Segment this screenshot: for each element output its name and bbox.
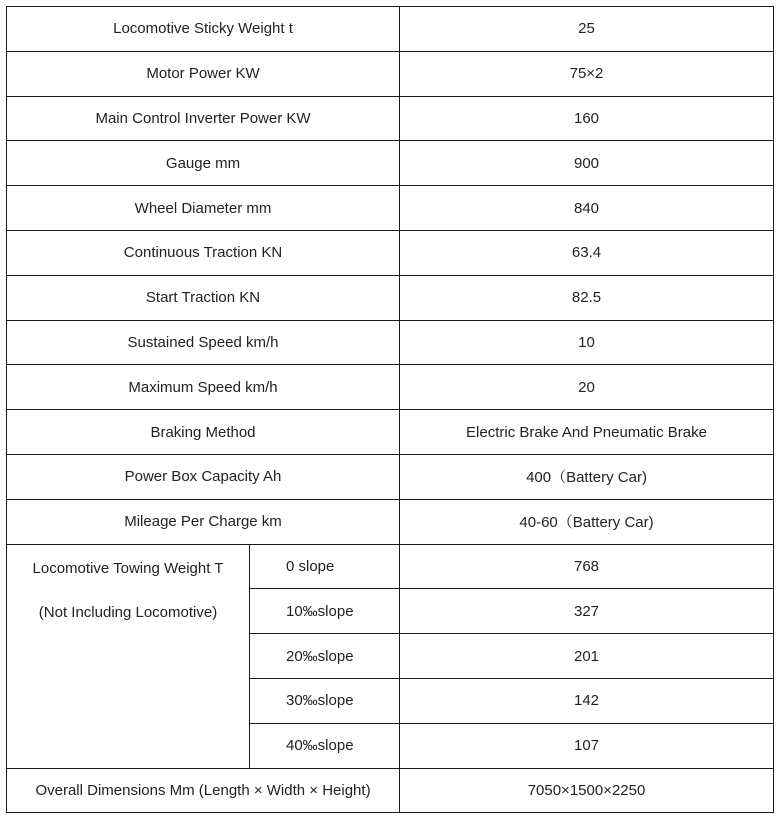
table-row (7, 186, 774, 231)
row-value: 840 (400, 186, 774, 231)
row-label: Wheel Diameter mm (7, 186, 400, 231)
row-value: 75×2 (400, 51, 774, 96)
row-label: Start Traction KN (7, 275, 400, 320)
row-value: 25 (400, 7, 774, 52)
table-row (7, 410, 774, 455)
slope-value: 768 (400, 544, 774, 589)
table-row (7, 320, 774, 365)
towing-row (7, 544, 774, 589)
table-row (7, 499, 774, 544)
row-label: Main Control Inverter Power KW (7, 96, 400, 141)
slope-value: 201 (400, 634, 774, 679)
row-label: Power Box Capacity Ah (7, 454, 400, 499)
row-label: Gauge mm (7, 141, 400, 186)
dimensions-label: Overall Dimensions Mm (Length × Width × Height) (7, 768, 400, 813)
table-row (7, 141, 774, 186)
slope-label: 40‰slope (250, 723, 400, 768)
row-label: Locomotive Sticky Weight t (7, 7, 400, 52)
row-value: 900 (400, 141, 774, 186)
row-label: Sustained Speed km/h (7, 320, 400, 365)
slope-label: 0 slope (250, 544, 400, 589)
row-label: Mileage Per Charge km (7, 499, 400, 544)
row-value: 20 (400, 365, 774, 410)
row-label: Continuous Traction KN (7, 230, 400, 275)
row-value: 63.4 (400, 230, 774, 275)
row-value: 160 (400, 96, 774, 141)
towing-label-line2: (Not Including Locomotive) (38, 603, 218, 621)
table-row (7, 230, 774, 275)
table-row (7, 365, 774, 410)
towing-label-line1: Locomotive Towing Weight T (32, 559, 224, 577)
row-label: Maximum Speed km/h (7, 365, 400, 410)
spec-table (6, 6, 774, 813)
slope-value: 107 (400, 723, 774, 768)
table-row (7, 7, 774, 52)
row-value: Electric Brake And Pneumatic Brake (400, 410, 774, 455)
slope-label: 30‰slope (250, 678, 400, 723)
slope-value: 327 (400, 589, 774, 634)
row-label: Motor Power KW (7, 51, 400, 96)
table-row (7, 51, 774, 96)
towing-weight-label (7, 544, 250, 768)
row-value: 400（Battery Car) (400, 454, 774, 499)
slope-value: 142 (400, 678, 774, 723)
table-row (7, 768, 774, 813)
dimensions-value: 7050×1500×2250 (400, 768, 774, 813)
row-value: 40-60（Battery Car) (400, 499, 774, 544)
row-label: Braking Method (7, 410, 400, 455)
slope-label: 20‰slope (250, 634, 400, 679)
row-value: 82.5 (400, 275, 774, 320)
row-value: 10 (400, 320, 774, 365)
table-row (7, 454, 774, 499)
table-row (7, 275, 774, 320)
slope-label: 10‰slope (250, 589, 400, 634)
table-row (7, 96, 774, 141)
